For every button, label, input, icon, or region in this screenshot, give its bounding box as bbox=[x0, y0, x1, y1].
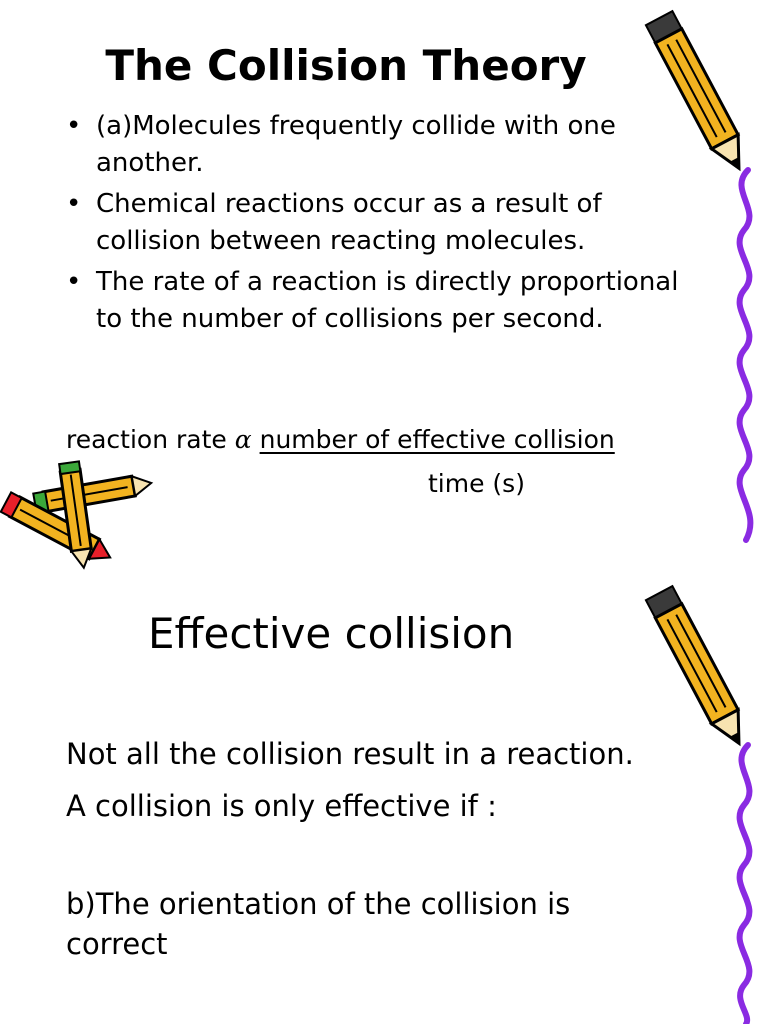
formula-denominator: time (s) bbox=[428, 469, 525, 498]
squiggle-border bbox=[728, 745, 768, 1024]
formula-numerator: number of effective collision bbox=[259, 425, 615, 454]
slide1-title: The Collision Theory bbox=[105, 41, 587, 90]
slide2-line-1: Not all the collision result in a reaction. bbox=[66, 737, 634, 771]
slide2-line-3: b)The orientation of the collision is correct bbox=[66, 887, 571, 961]
slide1-bullet-list bbox=[66, 108, 706, 342]
bullet-text: Chemical reactions occur as a result of collision between reacting molecules. bbox=[96, 189, 602, 256]
slide2-line-2: A collision is only effective if : bbox=[66, 789, 497, 823]
proportional-symbol: α bbox=[234, 425, 252, 454]
rate-formula bbox=[66, 422, 615, 458]
bullet-item bbox=[66, 186, 706, 260]
bullet-dot: • bbox=[66, 189, 82, 219]
pencil-icon bbox=[640, 575, 760, 765]
pencil-icon bbox=[640, 0, 760, 190]
slide2-title: Effective collision bbox=[148, 609, 515, 658]
squiggle-border bbox=[728, 170, 768, 540]
bullet-dot: • bbox=[66, 267, 82, 297]
bullet-dot: • bbox=[66, 111, 82, 141]
bullet-text: The rate of a reaction is directly proportional to the number of collisions per second. bbox=[96, 267, 679, 334]
formula-lhs: reaction rate bbox=[66, 425, 227, 454]
bullet-item bbox=[66, 108, 706, 182]
bullet-item bbox=[66, 264, 706, 338]
crossed-pencils-icon bbox=[0, 462, 160, 572]
bullet-text: (a)Molecules frequently collide with one another. bbox=[96, 111, 616, 178]
